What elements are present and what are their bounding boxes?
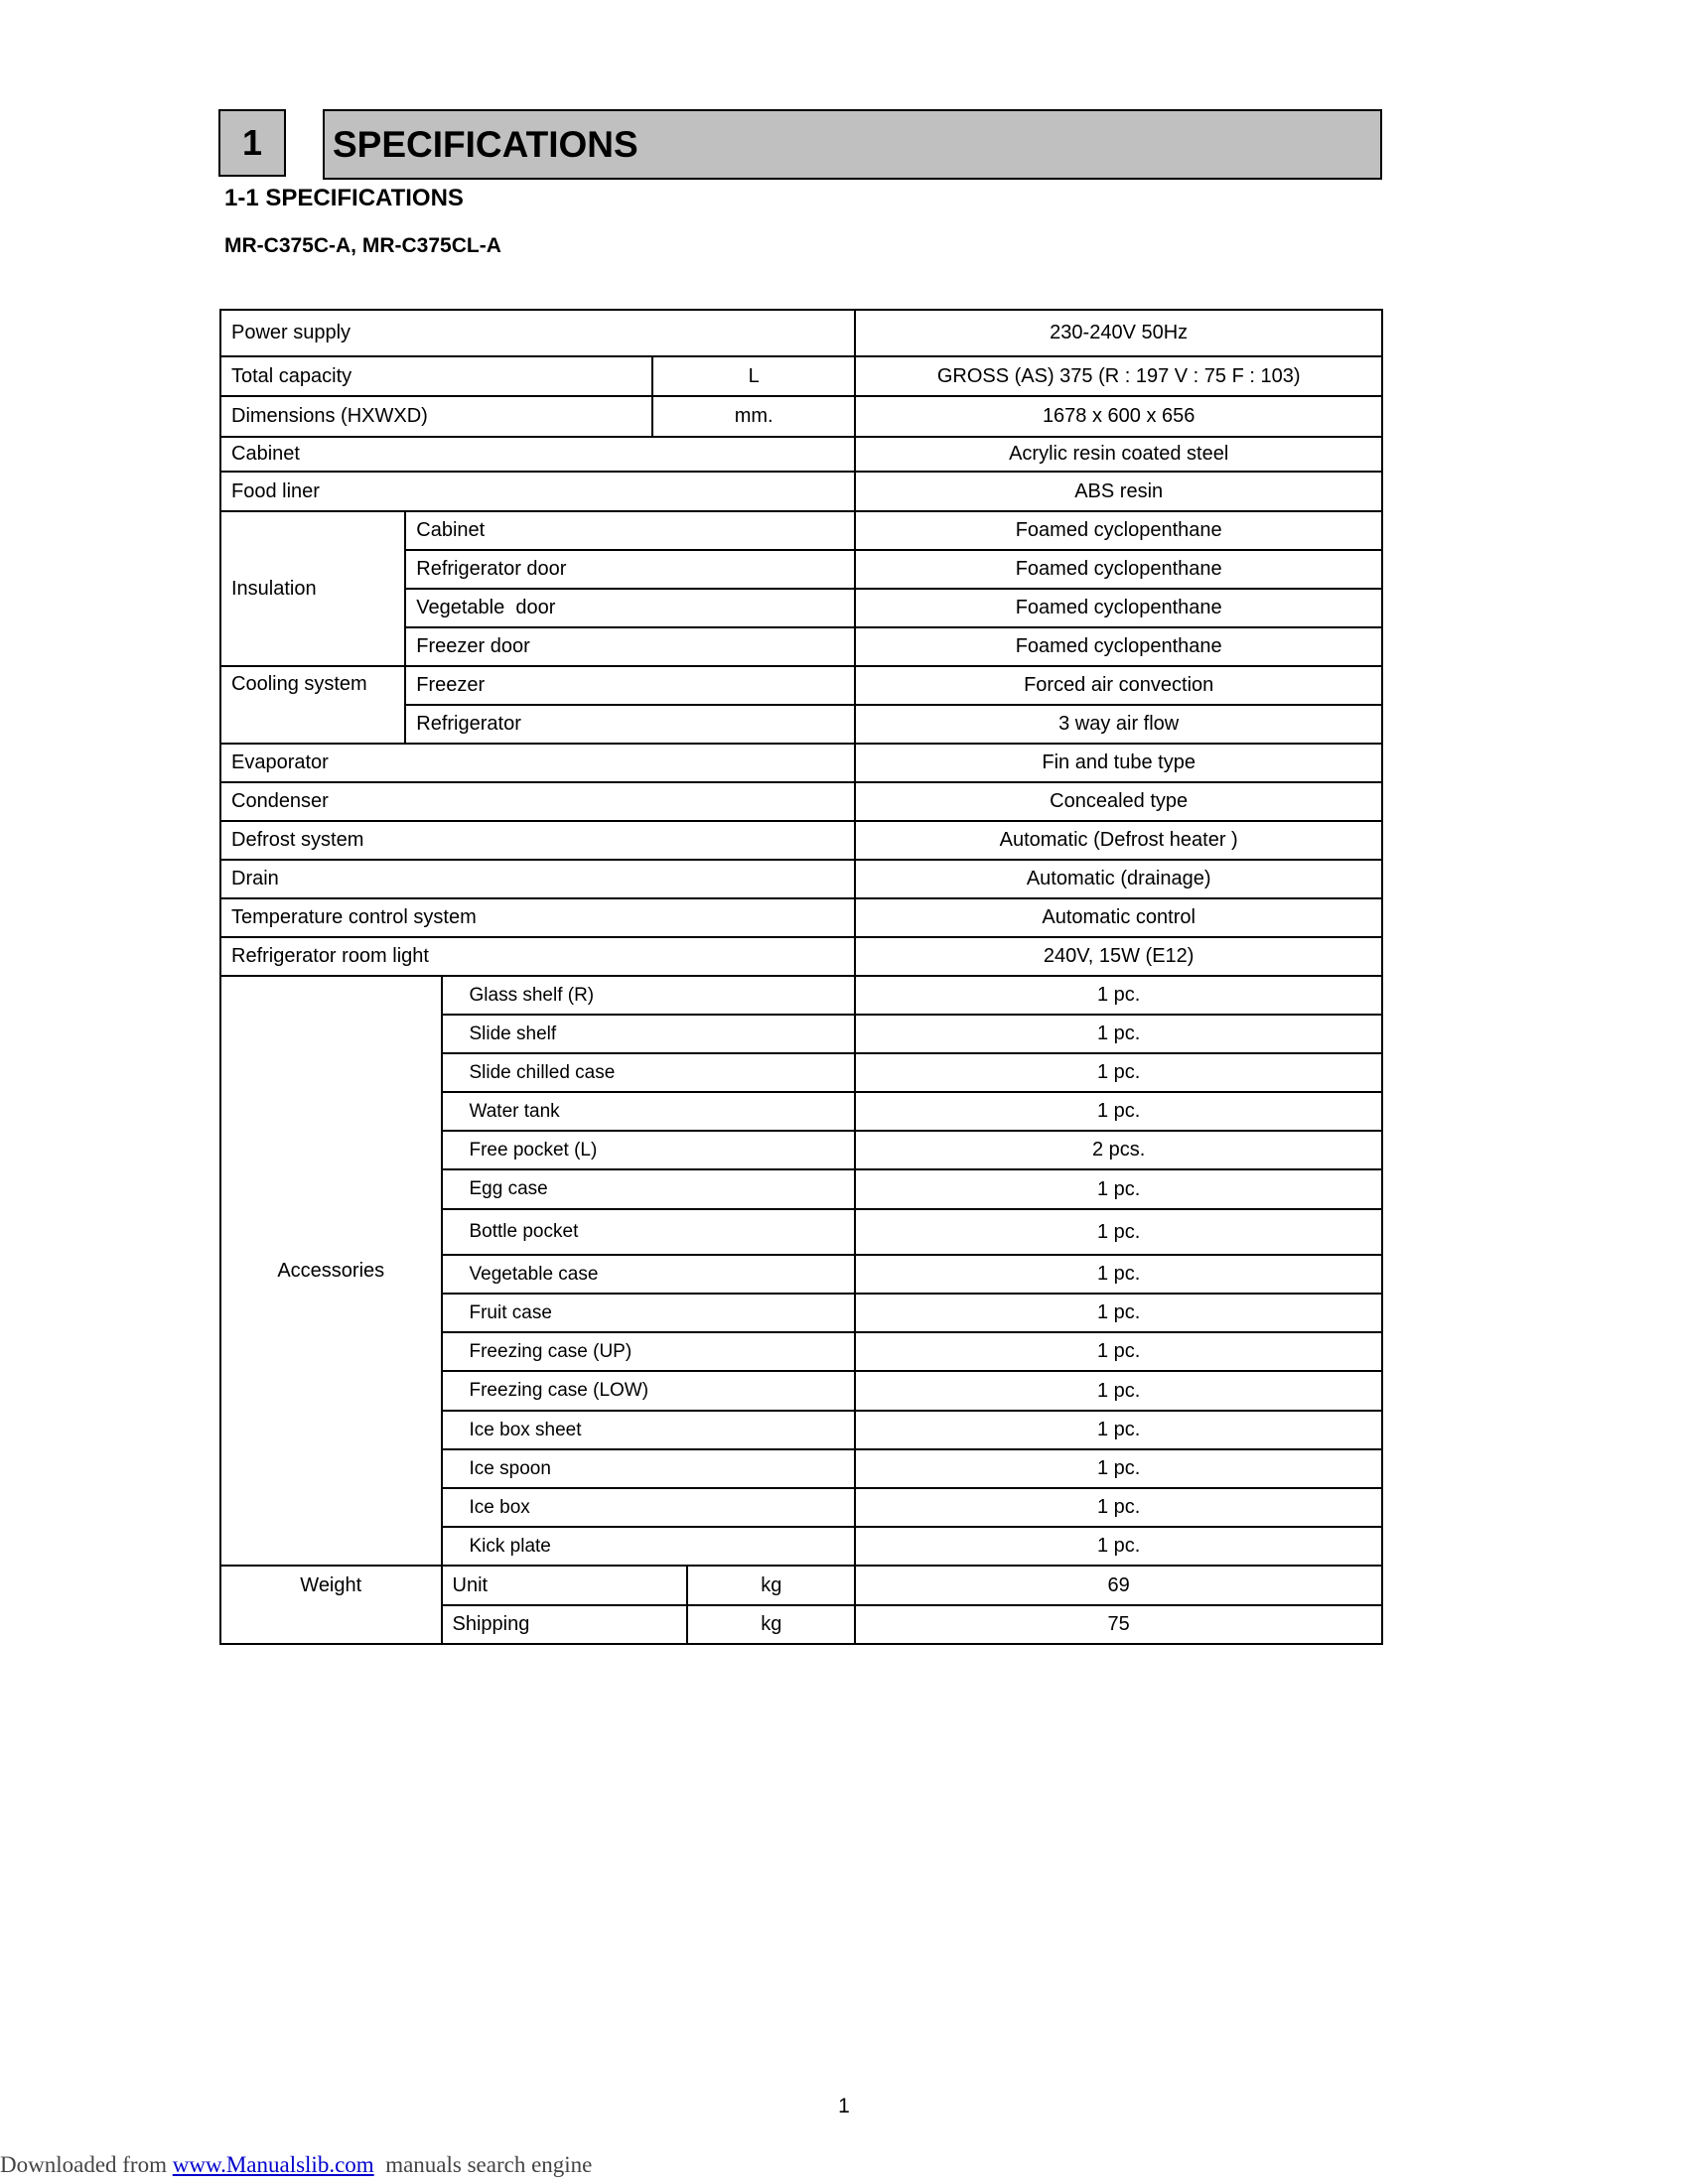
weight-group-label: Weight — [220, 1566, 442, 1644]
spec-value: 240V, 15W (E12) — [855, 937, 1382, 976]
table-row — [220, 310, 1382, 356]
accessory-qty: 1 pc. — [855, 1371, 1382, 1411]
spec-label: Refrigerator door — [405, 550, 855, 589]
spec-value: Acrylic resin coated steel — [855, 437, 1382, 472]
accessories-group-label: Accessories — [220, 976, 442, 1566]
section-number-box: 1 — [218, 109, 286, 177]
spec-value: 3 way air flow — [855, 705, 1382, 744]
spec-unit: mm. — [652, 396, 855, 437]
spec-unit: L — [652, 356, 855, 396]
accessory-qty: 1 pc. — [855, 1527, 1382, 1566]
manualslib-link[interactable]: www.Manualslib.com — [172, 2152, 374, 2177]
spec-value: Concealed type — [855, 782, 1382, 821]
table-row — [220, 511, 1382, 550]
spec-value: Foamed cyclopenthane — [855, 627, 1382, 666]
table-row — [220, 437, 1382, 472]
accessory-qty: 2 pcs. — [855, 1131, 1382, 1169]
weight-value: 75 — [855, 1605, 1382, 1644]
accessory-label: Fruit case — [442, 1294, 856, 1332]
accessory-label: Glass shelf (R) — [442, 976, 856, 1015]
spec-label: Temperature control system — [220, 898, 855, 937]
footer-suffix: manuals search engine — [373, 2152, 593, 2177]
spec-label: Dimensions (HXWXD) — [220, 396, 652, 437]
weight-unit: kg — [687, 1566, 855, 1605]
accessory-qty: 1 pc. — [855, 1092, 1382, 1131]
spec-label: Defrost system — [220, 821, 855, 860]
spec-value: 1678 x 600 x 656 — [855, 396, 1382, 437]
spec-value: 230-240V 50Hz — [855, 310, 1382, 356]
spec-value: GROSS (AS) 375 (R : 197 V : 75 F : 103) — [855, 356, 1382, 396]
footer-prefix: Downloaded from — [0, 2152, 173, 2177]
accessory-label: Vegetable case — [442, 1255, 856, 1294]
accessory-label: Freezing case (LOW) — [442, 1371, 856, 1411]
table-row — [220, 898, 1382, 937]
spec-label: Food liner — [220, 472, 855, 511]
spec-value: Automatic control — [855, 898, 1382, 937]
section-title-box: SPECIFICATIONS — [323, 109, 1382, 180]
spec-label: Power supply — [220, 310, 855, 356]
spec-value: Foamed cyclopenthane — [855, 550, 1382, 589]
accessory-label: Slide chilled case — [442, 1053, 856, 1092]
spec-label: Total capacity — [220, 356, 652, 396]
table-row — [220, 821, 1382, 860]
spec-label: Freezer — [405, 666, 855, 705]
spec-label: Refrigerator — [405, 705, 855, 744]
spec-label: Cabinet — [220, 437, 855, 472]
accessory-qty: 1 pc. — [855, 976, 1382, 1015]
table-row — [220, 976, 1382, 1015]
accessory-qty: 1 pc. — [855, 1488, 1382, 1527]
spec-label: Evaporator — [220, 744, 855, 782]
insulation-group-label: Insulation — [220, 511, 405, 666]
table-row — [220, 472, 1382, 511]
cooling-group-label: Cooling system — [220, 666, 405, 744]
table-row — [220, 937, 1382, 976]
weight-label: Unit — [442, 1566, 688, 1605]
accessory-label: Freezing case (UP) — [442, 1332, 856, 1371]
spec-value: Automatic (Defrost heater ) — [855, 821, 1382, 860]
table-row — [220, 1566, 1382, 1605]
spec-value: Forced air convection — [855, 666, 1382, 705]
accessory-qty: 1 pc. — [855, 1294, 1382, 1332]
weight-unit: kg — [687, 1605, 855, 1644]
weight-label: Shipping — [442, 1605, 688, 1644]
spec-label: Condenser — [220, 782, 855, 821]
weight-value: 69 — [855, 1566, 1382, 1605]
spec-value: Foamed cyclopenthane — [855, 589, 1382, 627]
specifications-table — [219, 309, 1383, 1645]
accessory-qty: 1 pc. — [855, 1053, 1382, 1092]
table-row — [220, 666, 1382, 705]
accessory-qty: 1 pc. — [855, 1449, 1382, 1488]
spec-label: Refrigerator room light — [220, 937, 855, 976]
footer — [0, 2152, 592, 2178]
accessory-label: Ice box — [442, 1488, 856, 1527]
spec-value: ABS resin — [855, 472, 1382, 511]
table-row — [220, 356, 1382, 396]
accessory-qty: 1 pc. — [855, 1209, 1382, 1255]
model-numbers: MR-C375C-A, MR-C375CL-A — [224, 234, 501, 257]
table-row — [220, 860, 1382, 898]
accessory-label: Ice spoon — [442, 1449, 856, 1488]
spec-value: Automatic (drainage) — [855, 860, 1382, 898]
table-row — [220, 396, 1382, 437]
accessory-qty: 1 pc. — [855, 1015, 1382, 1053]
accessory-label: Free pocket (L) — [442, 1131, 856, 1169]
spec-label: Vegetable door — [405, 589, 855, 627]
page-number: 1 — [838, 2095, 850, 2117]
spec-label: Cabinet — [405, 511, 855, 550]
accessory-qty: 1 pc. — [855, 1411, 1382, 1449]
table-row — [220, 744, 1382, 782]
table-row — [220, 782, 1382, 821]
accessory-label: Egg case — [442, 1169, 856, 1209]
accessory-label: Slide shelf — [442, 1015, 856, 1053]
accessory-qty: 1 pc. — [855, 1255, 1382, 1294]
accessory-qty: 1 pc. — [855, 1332, 1382, 1371]
subsection-title: 1-1 SPECIFICATIONS — [224, 185, 464, 211]
accessory-qty: 1 pc. — [855, 1169, 1382, 1209]
accessory-label: Bottle pocket — [442, 1209, 856, 1255]
spec-label: Freezer door — [405, 627, 855, 666]
spec-label: Drain — [220, 860, 855, 898]
accessory-label: Kick plate — [442, 1527, 856, 1566]
accessory-label: Ice box sheet — [442, 1411, 856, 1449]
spec-value: Foamed cyclopenthane — [855, 511, 1382, 550]
accessory-label: Water tank — [442, 1092, 856, 1131]
spec-value: Fin and tube type — [855, 744, 1382, 782]
